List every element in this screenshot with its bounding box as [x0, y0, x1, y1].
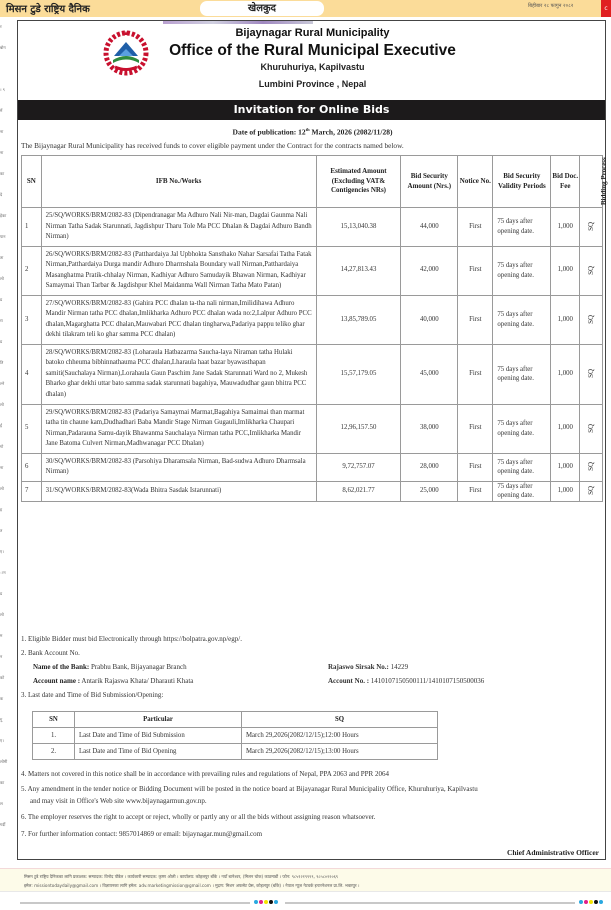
- column-fragment-text: लोमी: [0, 759, 8, 764]
- works-table: [21, 155, 608, 502]
- registration-dot: [584, 900, 588, 904]
- column-header-works: IFB No./Works: [41, 156, 316, 208]
- row-security: 25,000: [401, 481, 458, 501]
- column-fragment-text: ए।: [0, 549, 4, 554]
- account-number-label: Account No. :: [328, 677, 370, 685]
- account-name: [33, 677, 193, 685]
- note-4: 4. Matters not covered in this notice shall be in accordance with prevailing rules and regulations of Nepal, PPA 2063 and PPR 2064: [21, 770, 389, 778]
- row-process-text: SQ: [586, 462, 595, 472]
- column-fragment-text: त: [0, 528, 3, 533]
- column-fragment-text: दे: [0, 192, 3, 197]
- bid-notice: [17, 20, 606, 860]
- row-fee: 1,000: [551, 404, 580, 453]
- office-title: Office of the Rural Municipal Executive: [169, 42, 456, 59]
- schedule-datetime: March 29,2026(2082/12/15);12:00 Hours: [242, 728, 438, 744]
- row-validity: 75 days after opening date.: [493, 481, 551, 501]
- row-works: 30/SQ/WORKS/BRM/2082-83 (Parsohiya Dharamsala Nirman, Bad-sudwa Adhuro Dharmsala Nirman): [41, 453, 316, 481]
- row-estimate: 14,27,813.43: [316, 246, 401, 295]
- column-fragment-text: ह: [0, 507, 3, 512]
- publication-date-suffix: March, 2026 (2082/11/28): [309, 127, 393, 137]
- column-fragment-text: लो: [0, 612, 4, 617]
- table-row: [22, 481, 603, 501]
- column-fragment-text: लो: [0, 276, 4, 281]
- row-works: 28/SQ/WORKS/BRM/2082-83 (Loharaula Hatbazarma Saucha-laya Niraman tatha Hulaki batoko chheuma bibhinnathauma PCC dhalan,Lharaula haat bazar byawasthapan samiti(Sauchalaya Nirman),Lorahaula Gaun Paschim Jane Sadak Starunnati Ward no 2, Mukesh Bharko ghar dekhi uttar bato samma sadak starunnati bagahiya, Mauwadudhar gaun bhitra PCC dhalan): [41, 344, 316, 404]
- newspaper-header: [0, 0, 611, 17]
- row-validity: 75 days after opening date.: [493, 453, 551, 481]
- column-fragment-text: ई: [0, 423, 2, 428]
- column-fragment-text: में: [0, 108, 3, 113]
- registration-dot: [274, 900, 278, 904]
- row-validity: 75 days after opening date.: [493, 344, 551, 404]
- column-fragment-text: पान: [0, 234, 6, 239]
- note-6: 6. The employer reserves the right to accept or reject, wholly or partly any or all the bids without assigning reason whatsoever.: [21, 813, 376, 821]
- row-fee: 1,000: [551, 453, 580, 481]
- row-fee: 1,000: [551, 295, 580, 344]
- column-fragment-text: ल: [0, 801, 3, 806]
- row-works: 27/SQ/WORKS/BRM/2082-83 (Gahira PCC dhalan ta-tha nali nirman,Imilidihawa Adhuro Mandir Nirman tatha PCC dhalan,Imlikharka Adhuro PCC dhalan wada no:2,Lalpur Adhuro PCC dhalan,Magarghatta PCC dhalan,Mauwabari PCC dhalan tingharwa,Padariya pappu teliko ghar dekhi tilakram teli ko ghar samma PCC dhalan): [41, 295, 316, 344]
- schedule-datetime: March 29,2026(2082/12/15);13:00 Hours: [242, 744, 438, 760]
- column-header-fee: Bid Doc. Fee: [551, 156, 580, 208]
- organization-name: Bijaynagar Rural Municipality: [235, 27, 390, 39]
- column-header-notice-no: Notice No.: [458, 156, 493, 208]
- newspaper-imprint: [0, 868, 611, 892]
- row-estimate: 8,62,021.77: [316, 481, 401, 501]
- row-process-text: SQ: [586, 369, 595, 379]
- publication-date-ordinal: th: [305, 127, 310, 132]
- row-process: [580, 404, 603, 453]
- row-sn: 7: [22, 481, 42, 501]
- row-notice-no: First: [458, 453, 493, 481]
- schedule-row: [33, 744, 438, 760]
- column-fragment-text: । ९: [0, 87, 5, 92]
- column-fragment-text: रा: [0, 318, 3, 323]
- row-notice-no: First: [458, 481, 493, 501]
- schedule-header-particular: Particular: [75, 712, 242, 728]
- table-row: [22, 208, 603, 247]
- row-validity: 75 days after opening date.: [493, 404, 551, 453]
- adjacent-column-fragment: [0, 20, 16, 860]
- row-sn: 4: [22, 344, 42, 404]
- column-fragment-text: ना: [0, 129, 4, 134]
- schedule-header-row: [33, 712, 438, 728]
- newspaper-name: मिसन टुडे राष्ट्रिय दैनिक: [6, 4, 90, 15]
- adjacent-image-fragment: [163, 21, 313, 24]
- row-estimate: 15,13,040.38: [316, 208, 401, 247]
- address-line-1: Khuruhuriya, Kapilvastu: [260, 62, 365, 72]
- row-security: 38,000: [401, 404, 458, 453]
- schedule-row: [33, 728, 438, 744]
- row-process: [580, 481, 603, 501]
- row-process-text: SQ: [586, 423, 595, 433]
- print-registration-bar: [285, 902, 575, 904]
- account-name-label: Account name :: [33, 677, 81, 685]
- column-fragment-text: म: [0, 633, 3, 638]
- column-fragment-text: ल्ने: [0, 381, 5, 386]
- note-1: 1. Eligible Bidder must bid Electronically through https://bolpatra.gov.np/egp/.: [21, 635, 242, 643]
- row-validity: 75 days after opening date.: [493, 208, 551, 247]
- imprint-line-2: इमेल: missiontodaydaily@gmail.com । विज्ञापनका लागि इमेल: adv.marketingmission@gmail.com । मुद्रण: मिशन अफसेट प्रेस, कोहलपुर (बाँके) । नेपाल न्यूज नेटवर्क इन्टरनेशनल प्रा.लि. भक्तपुर ।: [24, 883, 360, 888]
- row-notice-no: First: [458, 404, 493, 453]
- bank-name: [33, 663, 187, 671]
- table-header-row: [22, 156, 603, 208]
- row-estimate: 12,96,157.50: [316, 404, 401, 453]
- note-7: 7. For further information contact: 9857014869 or email: bijaynagar.mun@gmail.com: [21, 830, 263, 838]
- row-security: 42,000: [401, 246, 458, 295]
- row-security: 40,000: [401, 295, 458, 344]
- column-fragment-text: गर्दी: [0, 822, 6, 827]
- account-name-value: Antarik Rajaswa Khata/ Dharauti Khata: [80, 677, 194, 685]
- column-fragment-text: का: [0, 780, 5, 785]
- column-fragment-text: न: [0, 654, 3, 659]
- column-fragment-text: ता: [0, 255, 4, 260]
- address-line-2: Lumbini Province , Nepal: [258, 79, 367, 89]
- row-works: 31/SQ/WORKS/BRM/2082-83(Wada Bhitra Sasdak Istarunnati): [41, 481, 316, 501]
- row-fee: 1,000: [551, 481, 580, 501]
- row-process: [580, 344, 603, 404]
- revenue-heading-no: [328, 663, 408, 671]
- account-number-value: 1410107150500111/1410107150500036: [369, 677, 485, 685]
- column-fragment-text: को: [0, 675, 5, 680]
- intro-text: The Bijaynagar Rural Municipality has received funds to cover eligible payment under the Contract for the contracts named below.: [21, 141, 404, 150]
- row-estimate: 9,72,757.07: [316, 453, 401, 481]
- column-header-sn: SN: [22, 156, 42, 208]
- column-fragment-text: क: [0, 696, 4, 701]
- row-notice-no: First: [458, 295, 493, 344]
- note-5-continued: and may visit in Office's Web site www.bijaynagarmun.gov.np.: [30, 797, 207, 805]
- column-fragment-text: गु: [0, 717, 3, 722]
- print-registration-bar: [20, 902, 250, 904]
- registration-dot: [594, 900, 598, 904]
- registration-dot: [269, 900, 273, 904]
- column-fragment-text: र: [0, 24, 2, 29]
- schedule-sn: 1.: [33, 728, 75, 744]
- row-process-text: SQ: [586, 265, 595, 275]
- schedule-header-sq: SQ: [242, 712, 438, 728]
- process-header-text: Bidding Process: [599, 157, 608, 205]
- row-process: [580, 208, 603, 247]
- sirsak-label: Rajaswo Sirsak No.:: [328, 663, 389, 671]
- page-marker: c: [601, 0, 611, 17]
- row-security: 44,000: [401, 208, 458, 247]
- row-process-text: SQ: [586, 314, 595, 324]
- row-works: 25/SQ/WORKS/BRM/2082-83 (Dipendranagar Ma Adhuro Nali Nir-man, Dagdai Gaunma Nali Nirman Tatha Sadak Starunnati, Jagdishpur Tharu Tole Ma PCC Dhalan & Dagdai Adhuro Bandh Nirman): [41, 208, 316, 247]
- row-sn: 6: [22, 453, 42, 481]
- registration-dot: [259, 900, 263, 904]
- row-notice-no: First: [458, 246, 493, 295]
- schedule-sn: 2.: [33, 744, 75, 760]
- row-works: 29/SQ/WORKS/BRM/2082-83 (Padariya Samaymai Marmat,Bagahiya Samaimai than marmat tatha tin chaune kam,Dudhadhari Baba Mandir Stage Nirman Gugauli,Imlikharka Chaupari Nirman,Padarauna Samu-dayik Bhawanma Sauchalaya Nirman tatha PCC,Imlikharka Mandir Jane Batoma Culvert Nirman,Madhwanagar PCC Dhalan): [41, 404, 316, 453]
- column-fragment-text: ड: [0, 339, 3, 344]
- note-5: 5. Any amendment in the tender notice or Bidding Document will be posted in the notice board at Bijayanagar Rural Municipality Office, Khuruhuriya, Kapilvastu: [21, 785, 478, 793]
- column-fragment-text: ना: [0, 150, 4, 155]
- table-row: [22, 404, 603, 453]
- row-validity: 75 days after opening date.: [493, 246, 551, 295]
- column-fragment-text: लो: [0, 486, 4, 491]
- publication-date: [18, 127, 607, 137]
- bank-name-label: Name of the Bank:: [33, 663, 90, 671]
- row-fee: 1,000: [551, 208, 580, 247]
- color-registration-marks: [579, 900, 603, 904]
- notice-title-banner: Invitation for Online Bids: [18, 100, 605, 120]
- registration-dot: [254, 900, 258, 904]
- row-notice-no: First: [458, 344, 493, 404]
- column-fragment-text: ए।: [0, 738, 4, 743]
- note-3: 3. Last date and Time of Bid Submission/Opening:: [21, 691, 164, 699]
- row-security: 28,000: [401, 453, 458, 481]
- row-validity: 75 days after opening date.: [493, 295, 551, 344]
- column-header-validity: Bid Security Validity Periods: [493, 156, 551, 208]
- row-works: 26/SQ/WORKS/BRM/2082-83 (Patthardaiya Jal Upbhokta Sansthako Nahar Sarsafai Tatha Fatak Nirman,Patthardaiya Durga mandir Adhuro Dharmshala Boundary wall Nirman,Patthardaiya Masanghatma Pratik-chhalay Nirman, Kadhiyar Adhuro Samudayik Bhawan Nirman, Kadhiyar Samaymai Than Tarbar & Jagdishpur Khel Maidanma Wall Nirman Tatha Mato Patan): [41, 246, 316, 295]
- registration-dot: [589, 900, 593, 904]
- column-fragment-text: ति: [0, 360, 4, 365]
- sirsak-value: 14229: [388, 663, 409, 671]
- row-process-text: SQ: [586, 221, 595, 231]
- row-notice-no: First: [458, 208, 493, 247]
- row-estimate: 13,85,789.05: [316, 295, 401, 344]
- row-fee: 1,000: [551, 246, 580, 295]
- table-row: [22, 453, 603, 481]
- column-header-security: Bid Security Amount (Nrs.): [401, 156, 458, 208]
- column-fragment-text: बोग: [0, 45, 6, 50]
- row-process: [580, 246, 603, 295]
- column-fragment-text: लो: [0, 402, 4, 407]
- row-estimate: 15,57,179.05: [316, 344, 401, 404]
- row-sn: 2: [22, 246, 42, 295]
- schedule-particular: Last Date and Time of Bid Submission: [75, 728, 242, 744]
- row-security: 45,000: [401, 344, 458, 404]
- table-row: [22, 344, 603, 404]
- column-fragment-text: हेका: [0, 213, 7, 218]
- note-2: 2. Bank Account No.: [21, 649, 80, 657]
- section-label: खेलकुद: [200, 1, 324, 16]
- row-sn: 1: [22, 208, 42, 247]
- column-fragment-text: ड: [0, 591, 3, 596]
- account-number: [328, 677, 484, 685]
- schedule-header-sn: SN: [33, 712, 75, 728]
- table-row: [22, 246, 603, 295]
- column-header-process: [580, 156, 608, 208]
- registration-dot: [579, 900, 583, 904]
- row-sn: 3: [22, 295, 42, 344]
- column-fragment-text: ना: [0, 465, 4, 470]
- column-fragment-text: ड: [0, 297, 3, 302]
- imprint-line-1: मिसन टुडे राष्ट्रिय दैनिकका लागि प्रकाशक: सम्पादक: विनोद पौडेल । कार्यकारी सम्पादक: कृष्ण ओली । कार्यालय: कोहलपुर बाँके । नयाँ बानेश्वर, (मिलन चोक) काठमाडौं । फोन: ९८५१२१९९९९, ९८५८०२२०६९: [24, 874, 338, 879]
- schedule-particular: Last Date and Time of Bid Opening: [75, 744, 242, 760]
- signatory-title: Chief Administrative Officer: [506, 848, 599, 857]
- color-registration-marks: [254, 900, 278, 904]
- column-fragment-text: गो: [0, 444, 4, 449]
- column-fragment-text: ान: [0, 570, 6, 575]
- row-sn: 5: [22, 404, 42, 453]
- issue-date: बिहीबार २८ फागुन २०८२: [528, 3, 574, 9]
- row-process-text: SQ: [586, 486, 595, 496]
- registration-dot: [264, 900, 268, 904]
- registration-dot: [599, 900, 603, 904]
- bank-name-value: Prabhu Bank, Bijayanagar Branch: [89, 663, 187, 671]
- publication-date-prefix: Date of publication: 12: [232, 127, 306, 137]
- row-process: [580, 295, 603, 344]
- row-fee: 1,000: [551, 344, 580, 404]
- table-row: [22, 295, 603, 344]
- column-fragment-text: का: [0, 171, 5, 176]
- column-header-estimate: Estimated Amount (Excluding VAT& Contigencies NRs): [316, 156, 401, 208]
- row-process: [580, 453, 603, 481]
- bid-schedule-table: [32, 711, 438, 760]
